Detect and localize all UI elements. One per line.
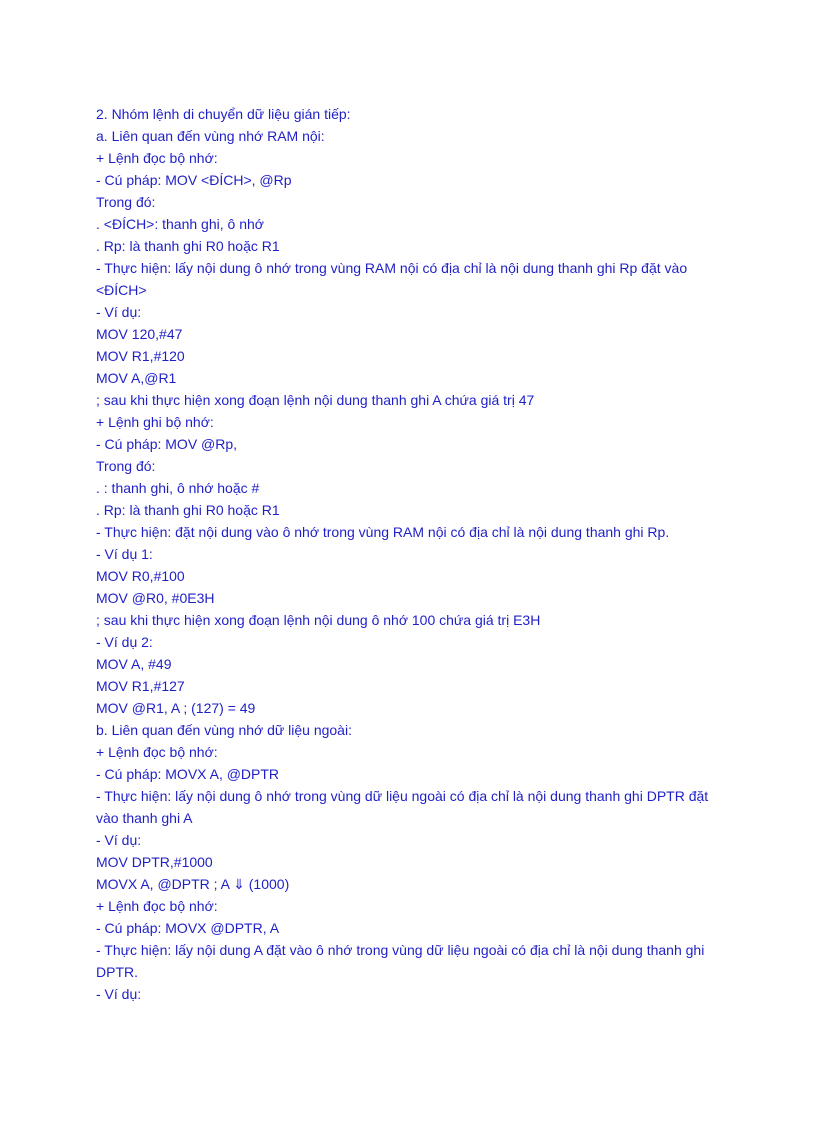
- text-line: . : thanh ghi, ô nhớ hoặc #: [96, 480, 260, 496]
- code-line: MOV A,@R1: [96, 370, 177, 386]
- comment-line: ; sau khi thực hiện xong đoạn lệnh nội dung thanh ghi A chứa giá trị 47: [96, 392, 535, 408]
- text-line: Trong đó:: [96, 194, 156, 210]
- text-line: <ĐÍCH>: [96, 282, 147, 298]
- code-line: MOV R1,#127: [96, 678, 185, 694]
- text-line: - Ví dụ 1:: [96, 546, 153, 562]
- code-line: MOV 120,#47: [96, 326, 183, 342]
- text-line: . Rp: là thanh ghi R0 hoặc R1: [96, 238, 280, 254]
- text-line: - Cú pháp: MOV @Rp,: [96, 436, 238, 452]
- code-line: MOV R1,#120: [96, 348, 185, 364]
- code-line: MOV A, #49: [96, 656, 172, 672]
- text-line: + Lệnh đọc bộ nhớ:: [96, 744, 218, 760]
- subsection-heading: b. Liên quan đến vùng nhớ dữ liệu ngoài:: [96, 722, 352, 738]
- code-line: MOV R0,#100: [96, 568, 185, 584]
- subsection-heading: a. Liên quan đến vùng nhớ RAM nội:: [96, 128, 325, 144]
- text-line: - Cú pháp: MOVX A, @DPTR: [96, 766, 280, 782]
- code-line: MOVX A, @DPTR ; A ⇓ (1000): [96, 876, 290, 892]
- document-page: [96, 103, 736, 1005]
- text-line: - Ví dụ:: [96, 986, 142, 1002]
- text-line: . Rp: là thanh ghi R0 hoặc R1: [96, 502, 280, 518]
- text-line: - Ví dụ:: [96, 832, 142, 848]
- text-line: - Thực hiện: lấy nội dung A đặt vào ô nhớ trong vùng dữ liệu ngoài có địa chỉ là nội dung thanh ghi: [96, 942, 705, 958]
- section-heading: 2. Nhóm lệnh di chuyển dữ liệu gián tiếp:: [96, 106, 351, 122]
- text-line: DPTR.: [96, 964, 138, 980]
- text-line: . <ĐÍCH>: thanh ghi, ô nhớ: [96, 216, 264, 232]
- text-line: - Thực hiện: lấy nội dung ô nhớ trong vùng dữ liệu ngoài có địa chỉ là nội dung thanh ghi DPTR đặt: [96, 788, 709, 804]
- text-line: Trong đó:: [96, 458, 156, 474]
- text-line: - Cú pháp: MOV <ĐÍCH>, @Rp: [96, 172, 292, 188]
- code-line: MOV @R0, #0E3H: [96, 590, 215, 606]
- text-line: - Cú pháp: MOVX @DPTR, A: [96, 920, 280, 936]
- comment-line: ; sau khi thực hiện xong đoạn lệnh nội dung ô nhớ 100 chứa giá trị E3H: [96, 612, 541, 628]
- code-line: MOV DPTR,#1000: [96, 854, 213, 870]
- text-line: + Lệnh ghi bộ nhớ:: [96, 414, 214, 430]
- text-line: vào thanh ghi A: [96, 810, 193, 826]
- text-line: + Lệnh đọc bộ nhớ:: [96, 898, 218, 914]
- text-line: - Ví dụ 2:: [96, 634, 153, 650]
- text-line: - Thực hiện: đặt nội dung vào ô nhớ trong vùng RAM nội có địa chỉ là nội dung thanh ghi Rp.: [96, 524, 670, 540]
- text-line: - Ví dụ:: [96, 304, 142, 320]
- code-line: MOV @R1, A ; (127) = 49: [96, 700, 256, 716]
- text-line: + Lệnh đọc bộ nhớ:: [96, 150, 218, 166]
- text-line: - Thực hiện: lấy nội dung ô nhớ trong vùng RAM nội có địa chỉ là nội dung thanh ghi Rp đặt vào: [96, 260, 688, 276]
